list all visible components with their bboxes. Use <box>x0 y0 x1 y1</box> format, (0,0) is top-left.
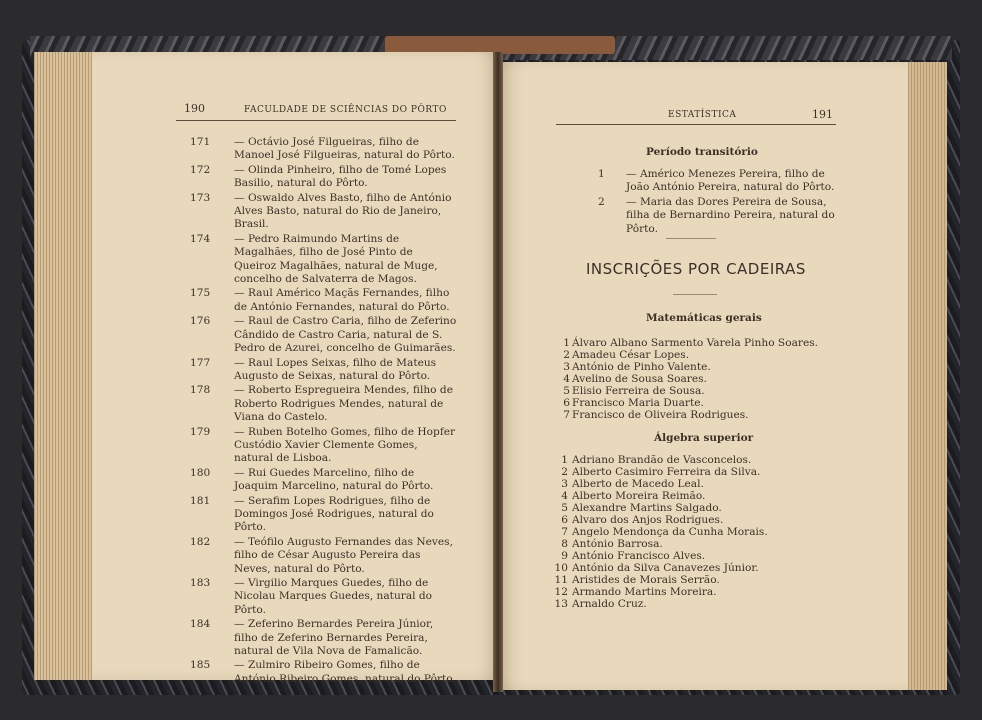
list-item: 176 — Raul de Castro Caria, filho de Zeferino Cândido de Castro Caria, natural de S. Pedro de Azurei, concelho de Guimarães. <box>190 315 457 355</box>
student-entries <box>188 136 458 687</box>
list-item: 3 Alberto de Macedo Leal. <box>561 478 704 490</box>
list-item: 7 Angelo Mendonça da Cunha Morais. <box>561 526 768 538</box>
list-item: 183 — Virgilio Marques Guedes, filho de Nicolau Marques Guedes, natural do Pôrto. <box>190 577 433 616</box>
left-page-number: 190 <box>184 102 205 115</box>
list-item: 171 — Octávio José Filgueiras, filho de Manoel José Filgueiras, natural do Pôrto. <box>190 136 455 162</box>
list-item: 11 Aristides de Morais Serrão. <box>554 574 720 586</box>
list-item: 182 — Teófilo Augusto Fernandes das Neves, filho de César Augusto Pereira das Neves, natural do Pôrto. <box>190 535 453 575</box>
section2-list <box>554 454 844 610</box>
list-item: 2 Amadeu César Lopes. <box>563 349 690 361</box>
list-item: 4 Alberto Moreira Reimão. <box>561 490 706 502</box>
left-running-header: FACULDADE DE SCIÊNCIAS DO PÔRTO <box>244 105 447 115</box>
list-item: 5 Elisio Ferreira de Sousa. <box>563 385 705 397</box>
list-item: 172 — Olinda Pinheiro, filho de Tomé Lopes Basilio, natural do Pôrto. <box>190 163 447 190</box>
list-item: 2 Alberto Casimiro Ferreira da Silva. <box>561 466 761 478</box>
section-main-title: INSCRIÇÕES POR CADEIRAS <box>586 260 806 278</box>
transitional-entries <box>596 168 840 237</box>
list-item: 12 Armando Martins Moreira. <box>554 586 717 598</box>
left-page <box>92 52 500 685</box>
left-header-rule <box>176 120 456 121</box>
transitional-period-title: Período transitório <box>646 146 758 158</box>
right-page-number: 191 <box>812 108 833 121</box>
list-item: 3 António de Pinho Valente. <box>563 361 711 373</box>
list-item: 180 — Rui Guedes Marcelino, filho de Joaquim Marcelino, natural do Pôrto. <box>190 466 434 493</box>
list-item: 1 Adriano Brandão de Vasconcelos. <box>561 454 752 466</box>
list-item: 6 Alvaro dos Anjos Rodrigues. <box>561 514 724 526</box>
section1-title: Matemáticas gerais <box>646 312 762 324</box>
list-item: 185 — Zulmiro Ribeiro Gomes, filho de António Ribeiro Gomes, natural do Pôrto. <box>190 659 456 685</box>
book-gutter <box>493 52 503 692</box>
list-item: 13 Arnaldo Cruz. <box>554 598 647 610</box>
section-divider <box>666 238 716 239</box>
list-item: 177 — Raul Lopes Seixas, filho de Mateus Augusto de Seixas, natural do Pôrto. <box>190 356 437 382</box>
right-running-header: ESTATÍSTICA <box>668 110 737 120</box>
list-item: 175 — Raul Américo Maçãs Fernandes, filho de António Fernandes, natural do Pôrto. <box>190 287 450 313</box>
list-item: 178 — Roberto Espregueira Mendes, filho de Roberto Rodrigues Mendes, natural de Viana do Castelo. <box>190 384 453 424</box>
list-item: 2 — Maria das Dores Pereira de Sousa, filha de Bernardino Pereira, natural do Pôrto. <box>598 195 835 235</box>
list-item: 6 Francisco Maria Duarte. <box>563 397 704 409</box>
list-item: 8 António Barrosa. <box>561 538 663 550</box>
right-page <box>498 62 908 690</box>
right-header-rule <box>556 124 836 125</box>
list-item: 4 Avelino de Sousa Soares. <box>563 373 707 385</box>
list-item: 5 Alexandre Martins Salgado. <box>561 502 722 514</box>
list-item: 10 António da Silva Canavezes Júnior. <box>554 562 759 574</box>
list-item: 181 — Serafim Lopes Rodrigues, filho de Domingos José Rodrigues, natural do Pôrto. <box>190 494 434 534</box>
list-item: 174 — Pedro Raimundo Martins de Magalhães, filho de José Pinto de Queiroz Magalhães, natural de Muge, concelho de Salvaterra de Magos. <box>190 232 438 286</box>
section-divider <box>673 294 717 295</box>
section1-list <box>558 337 848 421</box>
list-item: 179 — Ruben Botelho Gomes, filho de Hopfer Custódio Xavier Clemente Gomes, natural de Lisboa. <box>190 425 456 465</box>
list-item: 1 Álvaro Albano Sarmento Varela Pinho Soares. <box>563 337 819 349</box>
list-item: 7 Francisco de Oliveira Rodrigues. <box>563 409 749 421</box>
list-item: 184 — Zeferino Bernardes Pereira Júnior, filho de Zeferino Bernardes Pereira, natural de Vila Nova de Famalicão. <box>190 618 434 658</box>
section2-title: Álgebra superior <box>654 432 754 444</box>
right-page-edges <box>905 62 947 690</box>
list-item: 1 — Américo Menezes Pereira, filho de João António Pereira, natural do Pôrto. <box>598 168 835 194</box>
list-item: 173 — Oswaldo Alves Basto, filho de António Alves Basto, natural do Rio de Janeiro, Brasil. <box>190 191 452 231</box>
list-item: 9 António Francisco Alves. <box>561 550 706 562</box>
